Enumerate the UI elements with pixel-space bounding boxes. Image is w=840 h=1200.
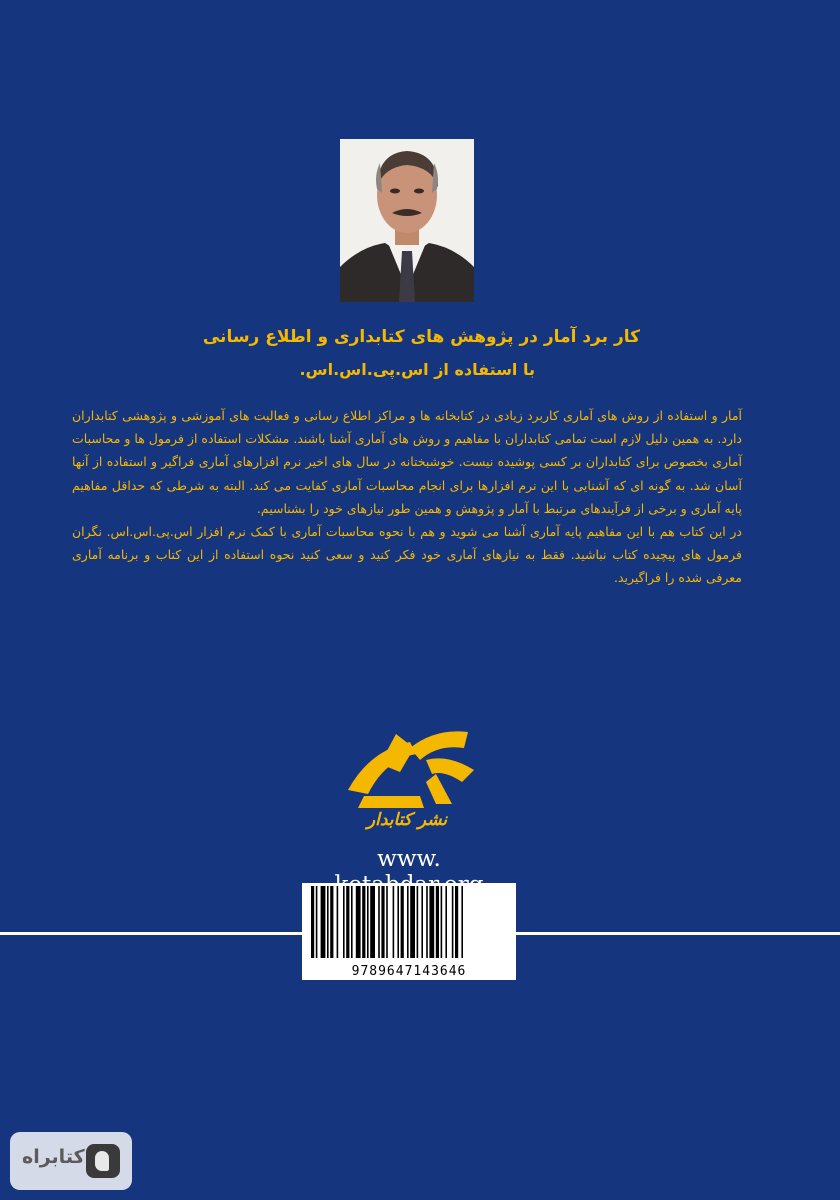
book-subtitle: با استفاده از اس.پی.اس.اس.: [299, 360, 535, 379]
book-title: کار برد آمار در پژوهش های کتابداری و اطلاع رسانی: [202, 327, 640, 347]
ketabrah-label: کتابراه: [22, 1146, 85, 1168]
publisher-logo-text: نشر کتابدار: [366, 810, 448, 830]
isbn-barcode: [302, 883, 516, 980]
author-photo: [340, 139, 474, 302]
barcode-bars: [311, 886, 507, 958]
ketabrah-icon: [86, 1144, 120, 1178]
book-description: [72, 404, 742, 590]
description-paragraph-2: در این کتاب هم با این مفاهیم پایه آماری آشنا می شوید و هم با نحوه محاسبات آماری با کمک نرم افزار اس.پی.اس.اس. نگران فرمول های پیچیده کتاب نباشید. فقط به نیازهای آماری خود فکر کنید و سعی کنید نحوه استفاده از این کتاب و برنامه آماری معرفی شده را فراگیرید.: [72, 524, 742, 586]
description-paragraph-1: آمار و استفاده از روش های آماری کاربرد زیادی در کتابخانه ها و مراکز اطلاع رسانی و فعالیت های آموزشی و پژوهشی کتابداران دارد. به همین دلیل لازم است تمامی کتابداران با مفاهیم و روش های آماری آشنا باشند. مشکلات استفاده از فرمول ها و محاسبات آماری بخصوص برای کتابداران بر کسی پوشیده نیست. خوشبختانه در سال های اخیر نرم افزارهای آماری فراگیر و استفاده از آنها آسان شد. به گونه ای که آشنایی با این نرم افزارها برای انجام محاسبات آماری کفایت می کند. البته به شرطی که حداقل مفاهیم پایه آماری و برخی از فرآیندهای مرتبط با آمار و پژوهش و همین طور نیازهای خود را بشناسیم.: [72, 408, 742, 516]
isbn-number: 9789647143646: [309, 964, 509, 979]
publisher-website: www.: [377, 846, 441, 872]
ketabrah-badge[interactable]: [10, 1132, 132, 1190]
